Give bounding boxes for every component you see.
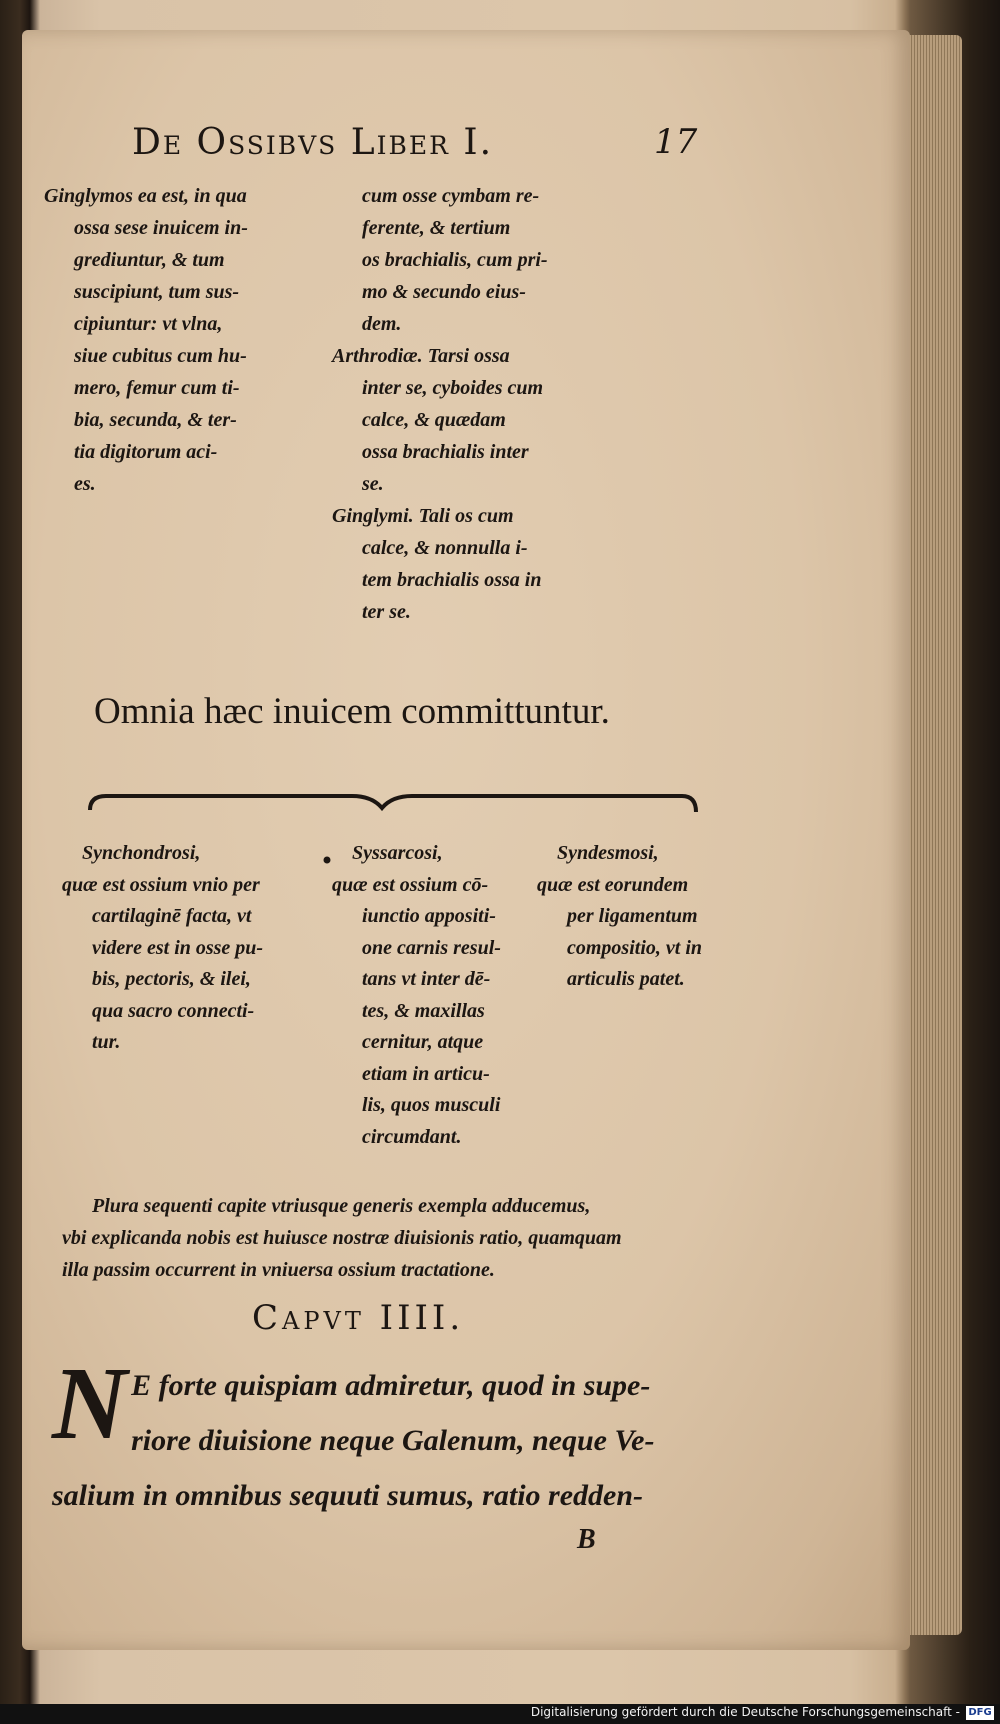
text-line: es. [74, 473, 96, 495]
drop-capital: N [52, 1346, 128, 1461]
column-head: Syssarcosi, [352, 842, 443, 864]
text-line: Arthrodiæ. Tarsi ossa [332, 345, 510, 367]
text-line: suscipiunt, tum sus- [74, 281, 240, 303]
chapter-heading: Capvt IIII. [252, 1298, 465, 1338]
text-line: tur. [92, 1031, 121, 1053]
page-number: 17 [654, 122, 698, 162]
text-line: inter se, cyboides cum [362, 377, 544, 399]
text-line: calce, & quædam [362, 409, 506, 431]
text-line: quæ est ossium cō- [332, 873, 489, 896]
text-line: ossa brachialis inter [362, 441, 529, 463]
text-line: mero, femur cum ti- [74, 377, 240, 399]
text-line: tans vt inter dē- [362, 968, 491, 990]
text-line: illa passim occurrent in vniuersa ossium tractatione. [62, 1259, 495, 1281]
synchondrosi-column [62, 838, 332, 1059]
text-line: quæ est eorundem [537, 873, 689, 896]
text-line: Ginglymos ea est, in qua [44, 185, 247, 207]
text-line: tes, & maxillas [362, 999, 485, 1022]
column-head: Syndesmosi, [557, 842, 659, 864]
chapter-body [52, 1346, 752, 1523]
text-line: per ligamentum [567, 905, 698, 927]
text-line: videre est in osse pu- [92, 936, 264, 959]
text-line: one carnis resul- [362, 936, 501, 959]
text-line: cum osse cymbam re- [362, 185, 540, 207]
text-line: riore diuisione neque Galenum, neque Ve- [131, 1424, 655, 1457]
text-line: salium in omnibus sequuti sumus, ratio redden- [52, 1479, 644, 1512]
section-heading: Omnia hæc inuicem committuntur. [94, 691, 610, 732]
text-line: Ginglymi. Tali os cum [332, 505, 514, 527]
text-line: iunctio appositi- [362, 905, 496, 927]
text-line: bis, pectoris, & ilei, [92, 968, 251, 990]
text-line: circumdant. [362, 1125, 462, 1148]
running-title: De Ossibvs Liber I. [132, 122, 494, 163]
text-line: grediuntur, & tum [74, 249, 225, 271]
text-line: qua sacro connecti- [92, 999, 255, 1022]
text-line: os brachialis, cum pri- [362, 249, 548, 271]
text-line: lis, quos musculi [362, 1094, 501, 1116]
text-line: compositio, vt in [567, 936, 702, 959]
signature-mark: B [577, 1524, 596, 1555]
articulation-examples [332, 180, 592, 628]
text-line: siue cubitus cum hu- [74, 345, 247, 367]
horizontal-brace [82, 782, 702, 822]
text-line: se. [362, 473, 384, 495]
syssarcosi-column [332, 838, 532, 1153]
dfg-logo-icon: DFG [966, 1706, 994, 1720]
ginglymos-definition [44, 180, 314, 500]
text-line: dem. [362, 313, 402, 335]
text-line: mo & secundo eius- [362, 281, 526, 303]
text-line: Plura sequenti capite vtriusque generis exempla adducemus, [92, 1195, 591, 1217]
funding-notice: Digitalisierung gefördert durch die Deutsche Forschungsgemeinschaft - [530, 1705, 960, 1719]
text-line: tia digitorum aci- [74, 441, 218, 463]
syndesmosi-column [537, 838, 747, 996]
text-line: ter se. [362, 601, 411, 623]
text-line: ossa sese inuicem in- [74, 217, 248, 239]
text-line: etiam in articu- [362, 1062, 490, 1085]
text-line: quæ est ossium vnio per [62, 873, 260, 896]
text-line: cernitur, atque [362, 1031, 484, 1053]
text-line: vbi explicanda nobis est huiusce nostræ diuisionis ratio, quamquam [62, 1227, 622, 1249]
text-line: E forte quispiam admiretur, quod in supe- [131, 1369, 651, 1402]
page [22, 30, 910, 1650]
text-line: bia, secunda, & ter- [74, 409, 237, 431]
text-line: calce, & nonnulla i- [362, 537, 528, 559]
column-head: Synchondrosi, [82, 842, 201, 864]
text-line: ferente, & tertium [362, 217, 511, 239]
text-line: cipiuntur: vt vlna, [74, 313, 223, 335]
plura-paragraph [62, 1190, 762, 1286]
text-line: cartilaginē facta, vt [92, 905, 252, 927]
text-line: tem brachialis ossa in [362, 569, 542, 591]
text-line: articulis patet. [567, 968, 685, 990]
